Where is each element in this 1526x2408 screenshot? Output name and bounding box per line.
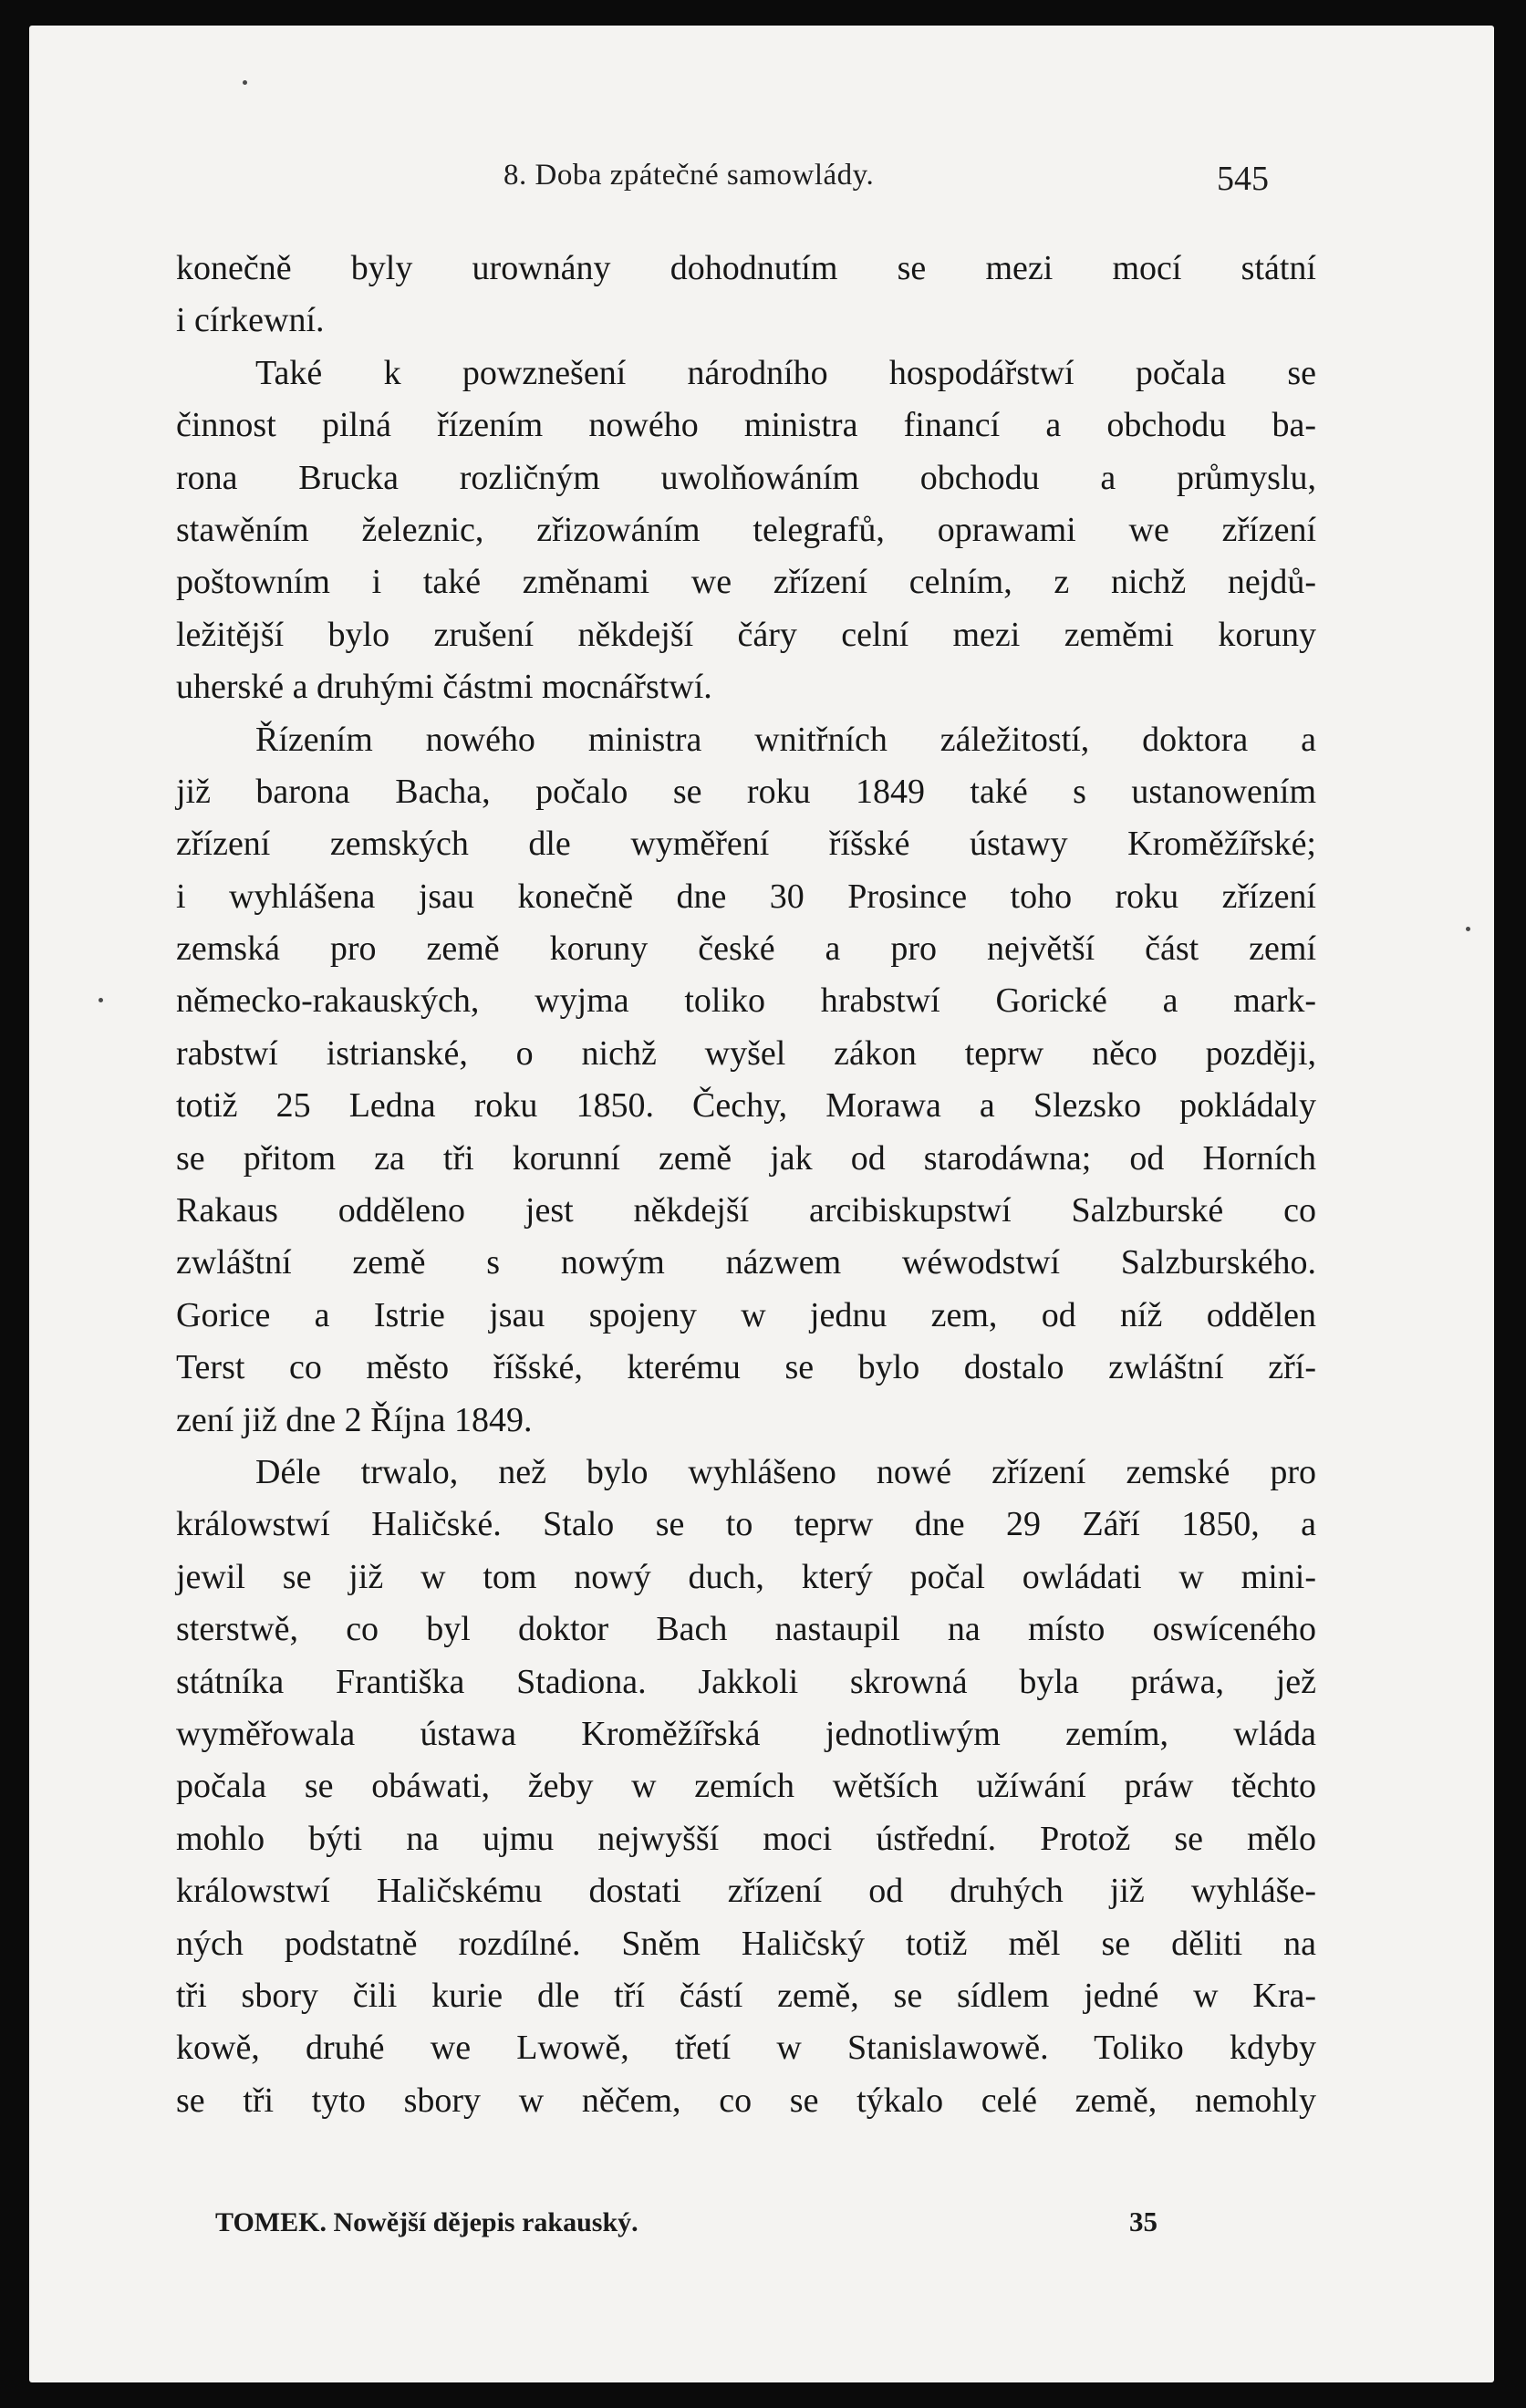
text-line: zřízení zemských dle wyměření říšské ústawy Kroměžířské; bbox=[176, 825, 1316, 864]
text-line: ných podstatně rozdílné. Sněm Haličský totiž měl se děliti na bbox=[176, 1924, 1316, 1963]
text-line: zení již dne 2 Října 1849. bbox=[176, 1400, 533, 1439]
text-line: Také k powznešení národního hospodářstwí počala se bbox=[255, 353, 1316, 392]
text-line: i církewní. bbox=[176, 301, 325, 340]
text-line: králowstwí Haličskému dostati zřízení od druhých již wyhláše- bbox=[176, 1872, 1316, 1911]
text-line: Déle trwalo, než bylo wyhlášeno nowé zřízení zemské pro bbox=[255, 1452, 1316, 1491]
text-line: králowstwí Haličské. Stalo se to teprw dne 29 Září 1850, a bbox=[176, 1505, 1316, 1544]
printer-signature: TOMEK. Nowější dějepis rakauský. bbox=[215, 2207, 638, 2237]
text-line: se tři tyto sbory w něčem, co se týkalo celé země, nemohly bbox=[176, 2081, 1316, 2120]
text-line: stawěním železnic, zřizowáním telegrafů, oprawami we zřízení bbox=[176, 510, 1316, 549]
text-line: ležitější bylo zrušení někdejší čáry celní mezi zeměmi koruny bbox=[176, 615, 1316, 654]
book-page bbox=[29, 26, 1494, 2382]
text-line: Rakaus odděleno jest někdejší arcibiskupstwí Salzburské co bbox=[176, 1191, 1316, 1230]
text-line: se přitom za tři korunní země jak od starodáwna; od Horních bbox=[176, 1138, 1316, 1178]
text-line: konečně byly urownány dohodnutím se mezi mocí státní bbox=[176, 249, 1316, 287]
body-text bbox=[176, 243, 1316, 2127]
text-line: tři sbory čili kurie dle tří částí země, se sídlem jedné w Kra- bbox=[176, 1976, 1316, 2015]
scan-speck bbox=[1466, 927, 1470, 931]
text-line: rabstwí istrianské, o nichž wyšel zákon teprw něco později, bbox=[176, 1033, 1316, 1073]
text-line: uherské a druhými částmi mocnářstwí. bbox=[176, 668, 712, 707]
text-line: zemská pro země koruny české a pro největší část zemí bbox=[176, 929, 1316, 969]
text-line: německo-rakauských, wyjma toliko hrabstwí Gorické a mark- bbox=[176, 981, 1316, 1021]
text-line: činnost pilná řízením nowého ministra financí a obchodu ba- bbox=[176, 406, 1316, 445]
running-head: 8. Doba zpátečné samowlády. bbox=[503, 159, 875, 192]
text-line: zwláštní země s nowým názwem wéwodstwí Salzburského. bbox=[176, 1243, 1316, 1282]
text-line: rona Brucka rozličným uwolňowáním obchodu a průmyslu, bbox=[176, 458, 1316, 497]
text-line: jewil se již w tom nowý duch, který počal owládati w mini- bbox=[176, 1557, 1316, 1596]
sheet-number: 35 bbox=[1129, 2206, 1157, 2237]
page-number: 545 bbox=[1217, 160, 1269, 198]
text-line: Terst co město říšské, kterému se bylo dostalo zwláštní zří- bbox=[176, 1348, 1316, 1387]
text-line: již barona Bacha, počalo se roku 1849 také s ustanowením bbox=[176, 772, 1316, 811]
text-line: státníka Františka Stadiona. Jakkoli skrowná byla práwa, jež bbox=[176, 1662, 1316, 1701]
text-line: sterstwě, co byl doktor Bach nastaupil na místo oswíceného bbox=[176, 1610, 1316, 1649]
text-line: i wyhlášena jsau konečně dne 30 Prosince toho roku zřízení bbox=[176, 877, 1316, 916]
text-line: totiž 25 Ledna roku 1850. Čechy, Morawa a Slezsko pokládaly bbox=[176, 1086, 1316, 1126]
text-line: kowě, druhé we Lwowě, třetí w Stanislawowě. Toliko kdyby bbox=[176, 2029, 1316, 2068]
text-line: Řízením nowého ministra wnitřních záležitostí, doktora a bbox=[255, 720, 1316, 759]
scan-speck bbox=[99, 998, 103, 1002]
text-line: počala se obáwati, žeby w zemích wětších užíwání práw těchto bbox=[176, 1767, 1316, 1806]
text-line: mohlo býti na ujmu nejwyšší moci ústřední. Protož se mělo bbox=[176, 1819, 1316, 1858]
text-line: poštowním i také změnami we zřízení celním, z nichž nejdů- bbox=[176, 563, 1316, 602]
scan-speck bbox=[243, 80, 247, 85]
text-line: wyměřowala ústawa Kroměžířská jednotliwým zemím, wláda bbox=[176, 1714, 1316, 1753]
text-line: Gorice a Istrie jsau spojeny w jednu zem, od níž oddělen bbox=[176, 1295, 1316, 1334]
